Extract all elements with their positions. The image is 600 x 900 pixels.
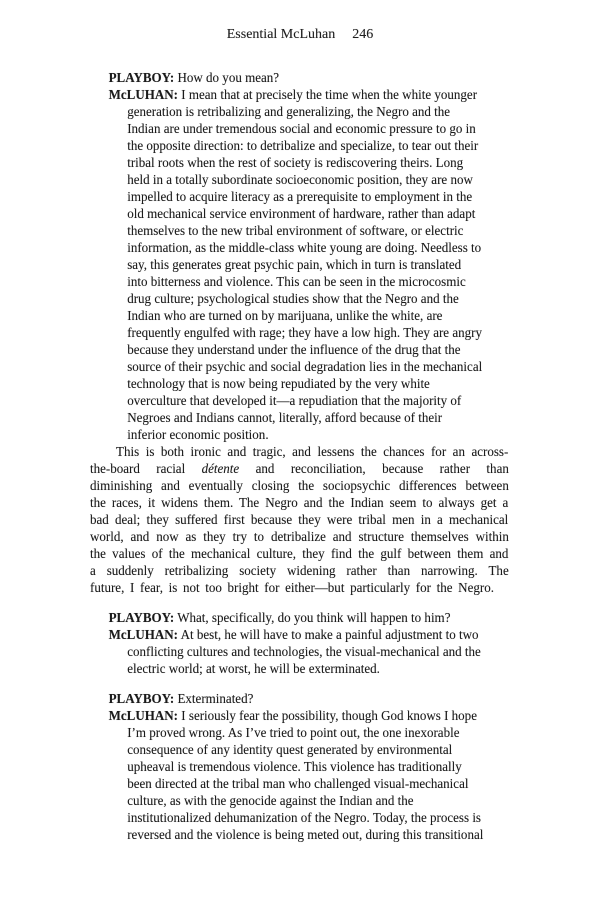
text-line: been directed at the tribal man who challenged visual-mechanical — [127, 777, 469, 792]
text-line: Negroes and Indians cannot, literally, afford because of their — [127, 411, 443, 426]
narrative-paragraph — [90, 444, 509, 597]
speaker-label: McLUHAN: — [108, 709, 179, 724]
text-line — [109, 87, 509, 104]
text-line — [109, 691, 509, 708]
text-line: tribal roots when the rest of society is rediscovering theirs. Long — [127, 156, 464, 171]
italic-text: détente — [201, 462, 240, 477]
dialogue-text: At best, he will have to make a painful adjustment to two — [180, 628, 479, 643]
text-line: into bitterness and violence. This can be seen in the microcosmic — [127, 275, 466, 290]
page-content — [90, 70, 509, 844]
text-line: impelled to acquire literacy as a prerequisite to employment in the — [127, 190, 473, 205]
dialogue-block — [109, 627, 509, 678]
justified-text: world, and now as they try to detribalize and structure themselves within — [90, 530, 509, 545]
text-line: technology that is now being repudiated by the very white — [127, 377, 430, 392]
text-line: themselves to the new tribal environment of software, or electric — [127, 224, 464, 239]
text-line: frequently engulfed with rage; they have a low high. They are angry — [127, 326, 482, 341]
justified-text: This is both ironic and tragic, and lessens the chances for an across- — [116, 445, 509, 460]
justified-text: the-board racial détente and reconciliation, because rather than — [90, 462, 509, 477]
speaker-label: PLAYBOY: — [108, 692, 175, 707]
speaker-label: McLUHAN: — [108, 88, 179, 103]
text-line: the opposite direction: to detribalize and specialize, to tear out their — [127, 139, 479, 154]
dialogue-text: I seriously fear the possibility, though God knows I hope — [181, 709, 477, 724]
text-line: culture, as with the genocide against the Indian and the — [127, 794, 414, 809]
dialogue-text: Exterminated? — [177, 692, 254, 707]
text-line — [109, 708, 509, 725]
text-line — [90, 529, 509, 546]
page-header — [0, 27, 600, 43]
text-line: conflicting cultures and technologies, the visual-mechanical and the — [127, 645, 481, 660]
justified-text: a suddenly retribalizing society widening rather than narrowing. The — [90, 564, 509, 579]
text-line: reversed and the violence is being meted out, during this transitional — [127, 828, 484, 843]
dialogue-block — [109, 70, 509, 87]
text-line — [109, 627, 509, 644]
running-title: Essential McLuhan — [226, 27, 336, 42]
text-line: source of their psychic and social degradation lies in the mechanical — [127, 360, 483, 375]
dialogue-text: How do you mean? — [177, 71, 280, 86]
text-line — [90, 512, 509, 529]
speaker-label: McLUHAN: — [108, 628, 179, 643]
text-line — [109, 70, 509, 87]
text-line — [90, 461, 509, 478]
text-line: because they understand under the influence of the drug that the — [127, 343, 461, 358]
text-line: institutionalized dehumanization of the Negro. Today, the process is — [127, 811, 482, 826]
text-line: generation is retribalizing and generalizing, the Negro and the — [127, 105, 451, 120]
justified-text: bad deal; they suffered first because they were tribal men in a mechanical — [90, 513, 509, 528]
text-line — [90, 546, 509, 563]
text-line: drug culture; psychological studies show that the Negro and the — [127, 292, 459, 307]
text-line: electric world; at worst, he will be exterminated. — [127, 662, 380, 677]
paragraph-spacer — [90, 678, 509, 691]
justified-text: future, I fear, is not too bright for either—but particularly for the Negro. — [90, 581, 494, 596]
speaker-label: PLAYBOY: — [108, 611, 175, 626]
text-line: I’m proved wrong. As I’ve tried to point out, the one inexorable — [127, 726, 460, 741]
text-line: held in a totally subordinate socioeconomic position, they are now — [127, 173, 473, 188]
dialogue-text: What, specifically, do you think will happen to him? — [177, 611, 451, 626]
text-line: say, this generates great psychic pain, which in turn is translated — [127, 258, 462, 273]
text-line: consequence of any identity quest generated by environmental — [127, 743, 453, 758]
text-line — [90, 478, 509, 495]
text-line: Indian are under tremendous social and economic pressure to go in — [127, 122, 476, 137]
dialogue-block — [109, 87, 509, 444]
text-line — [90, 563, 509, 580]
dialogue-text: I mean that at precisely the time when the white younger — [181, 88, 478, 103]
text-line — [90, 444, 509, 461]
text-line: inferior economic position. — [127, 428, 269, 443]
text-line: Indian who are turned on by marijuana, unlike the white, are — [127, 309, 443, 324]
text-line: overculture that developed it—a repudiation that the majority of — [127, 394, 462, 409]
dialogue-block — [109, 691, 509, 708]
text-line — [90, 495, 509, 512]
speaker-label: PLAYBOY: — [108, 71, 175, 86]
dialogue-block — [109, 610, 509, 627]
justified-text: diminishing and eventually closing the sociopsychic differences between — [90, 479, 509, 494]
justified-text: the values of the mechanical culture, they find the gulf between them and — [90, 547, 509, 562]
paragraph-spacer — [90, 597, 509, 610]
text-line — [109, 610, 509, 627]
page-number: 246 — [352, 27, 374, 42]
justified-text: the races, it widens them. The Negro and the Indian seem to always get a — [90, 496, 509, 511]
text-line: upheaval is tremendous violence. This violence has traditionally — [127, 760, 462, 775]
text-line — [90, 580, 509, 597]
text-line: information, as the middle-class white young are doing. Needless to — [127, 241, 482, 256]
text-line: old mechanical service environment of hardware, rather than adapt — [127, 207, 476, 222]
dialogue-block — [109, 708, 509, 844]
